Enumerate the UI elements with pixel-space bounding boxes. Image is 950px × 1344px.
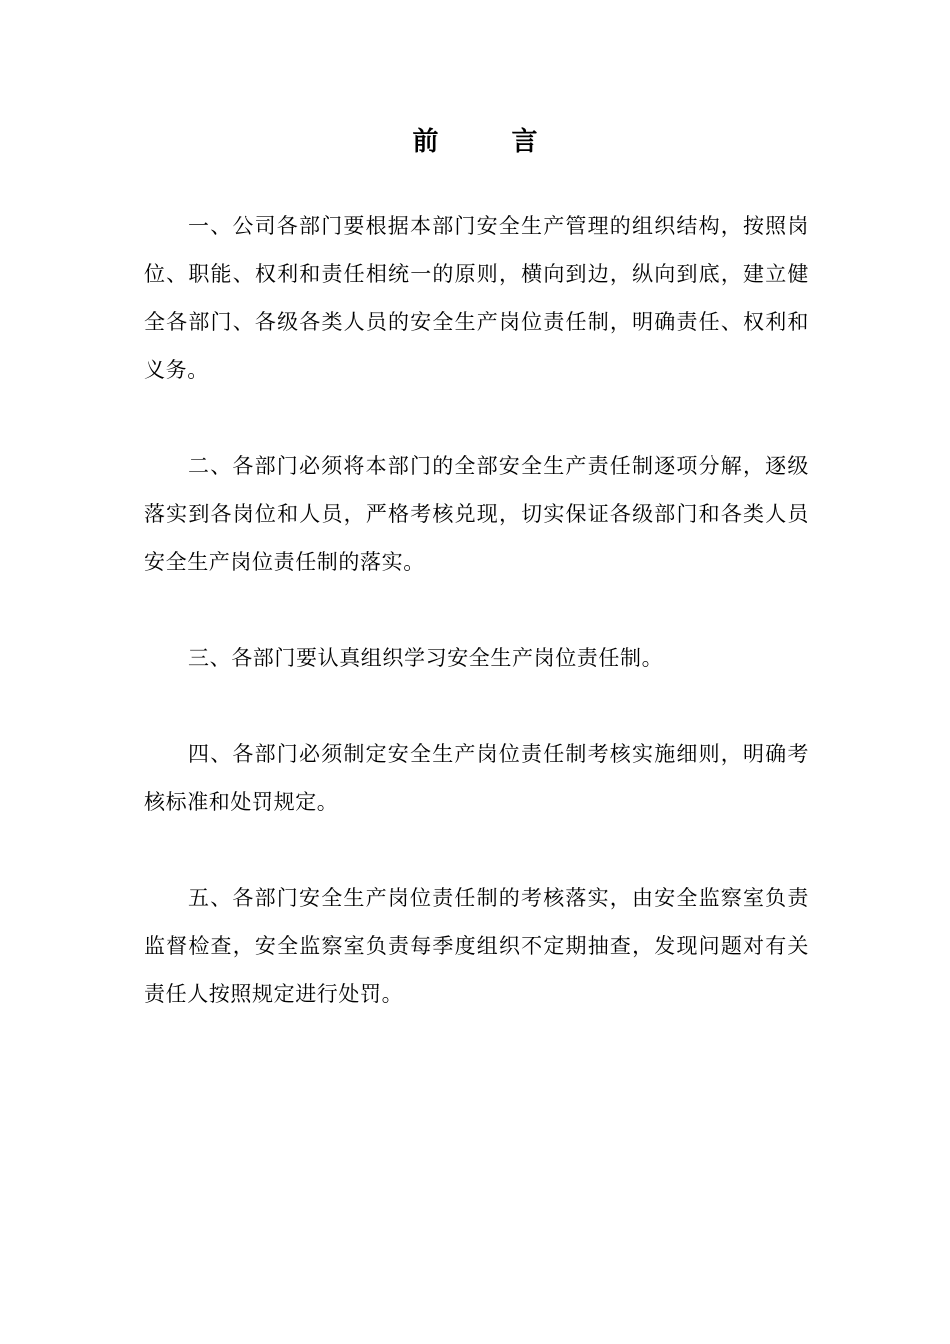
paragraph-1: 一、公司各部门要根据本部门安全生产管理的组织结构，按照岗位、职能、权利和责任相统一的原则，横向到边，纵向到底，建立健全各部门、各级各类人员的安全生产岗位责任制，明确责任、权利和义务。	[144, 214, 809, 382]
paragraph-3: 三、各部门要认真组织学习安全生产岗位责任制。	[188, 646, 664, 670]
paragraph-2: 二、各部门必须将本部门的全部安全生产责任制逐项分解，逐级落实到各岗位和人员，严格考核兑现，切实保证各级部门和各类人员安全生产岗位责任制的落实。	[144, 454, 809, 574]
page-title: 前 言	[412, 127, 570, 157]
document-body	[144, 202, 809, 1018]
paragraph-4: 四、各部门必须制定安全生产岗位责任制考核实施细则，明确考核标准和处罚规定。	[144, 742, 809, 814]
paragraph-5: 五、各部门安全生产岗位责任制的考核落实，由安全监察室负责监督检查，安全监察室负责每季度组织不定期抽查，发现问题对有关责任人按照规定进行处罚。	[144, 886, 809, 1006]
